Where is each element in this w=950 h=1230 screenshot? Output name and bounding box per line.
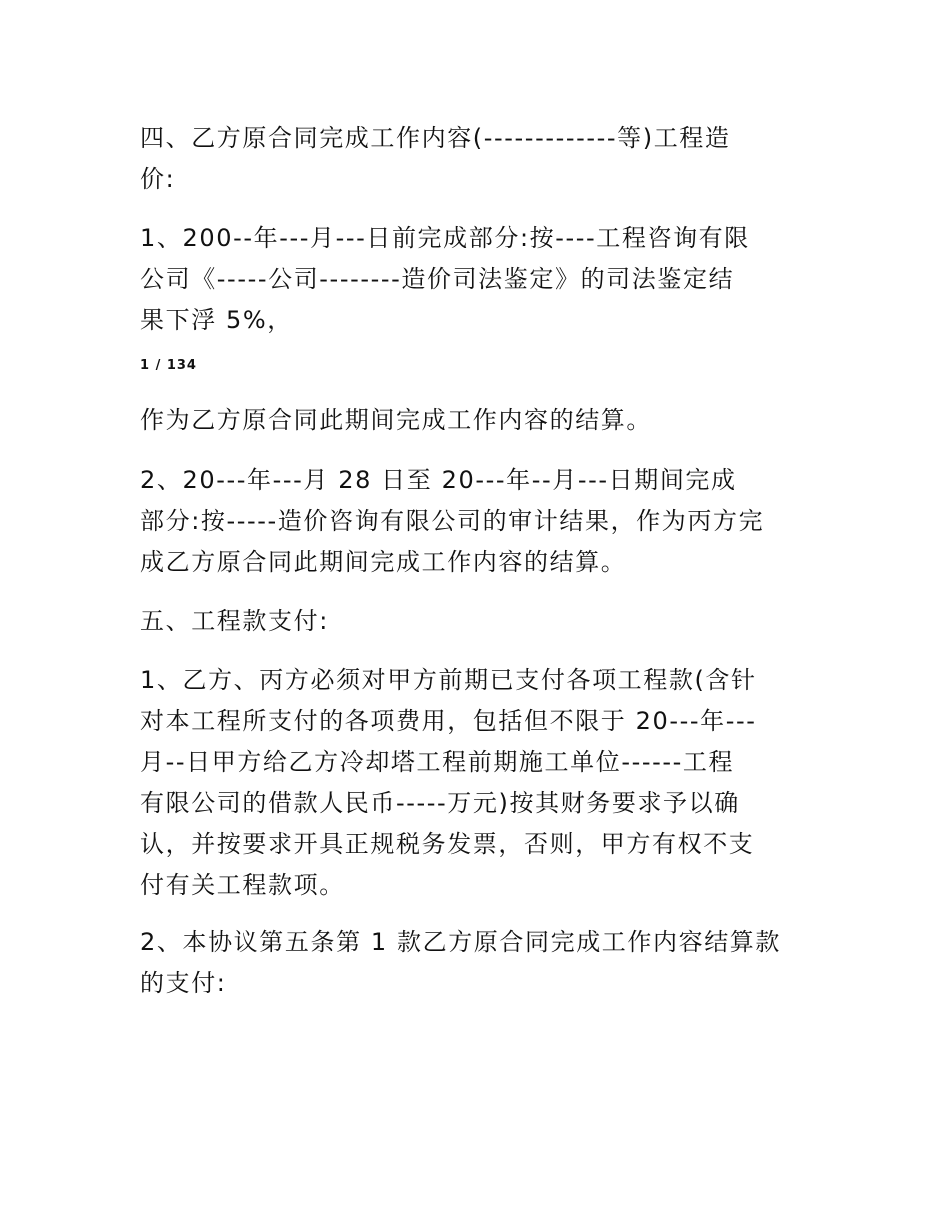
section-4-heading	[140, 118, 830, 200]
text-line: 部分:按-----造价咨询有限公司的审计结果，作为丙方完	[140, 507, 765, 535]
section-5-item-1	[140, 660, 830, 906]
text-line: 果下浮 5%，	[140, 306, 293, 334]
text-line: 认，并按要求开具正规税务发票，否则，甲方有权不支	[140, 830, 755, 858]
section-4-item-1	[140, 218, 830, 341]
text-line: 公司《-----公司--------造价司法鉴定》的司法鉴定结	[140, 265, 735, 293]
section-5-heading	[140, 601, 830, 642]
section-4-item-2	[140, 460, 830, 583]
text-line: 成乙方原合同此期间完成工作内容的结算。	[140, 548, 627, 576]
text-line: 1、乙方、丙方必须对甲方前期已支付各项工程款(含针	[140, 666, 757, 694]
section-4-item-1-continuation	[140, 400, 830, 441]
text-line: 对本工程所支付的各项费用，包括但不限于 20---年---	[140, 707, 757, 735]
text-line: 五、工程款支付:	[140, 607, 329, 635]
text-line: 2、本协议第五条第 1 款乙方原合同完成工作内容结算款	[140, 928, 781, 956]
text-line: 月--日甲方给乙方冷却塔工程前期施工单位------工程	[140, 748, 735, 776]
text-line: 的支付:	[140, 969, 227, 997]
text-line: 价:	[140, 165, 176, 193]
text-line: 2、20---年---月 28 日至 20---年--月---日期间完成	[140, 466, 737, 494]
text-line: 1、200--年---月---日前完成部分:按----工程咨询有限	[140, 224, 750, 252]
text-line: 四、乙方原合同完成工作内容(-------------等)工程造	[140, 124, 731, 152]
text-line: 有限公司的借款人民币-----万元)按其财务要求予以确	[140, 789, 740, 817]
text-line: 作为乙方原合同此期间完成工作内容的结算。	[140, 406, 652, 434]
text-line: 付有关工程款项。	[140, 871, 345, 899]
section-5-item-2	[140, 922, 830, 1004]
page-number: 1 / 134	[140, 358, 197, 373]
